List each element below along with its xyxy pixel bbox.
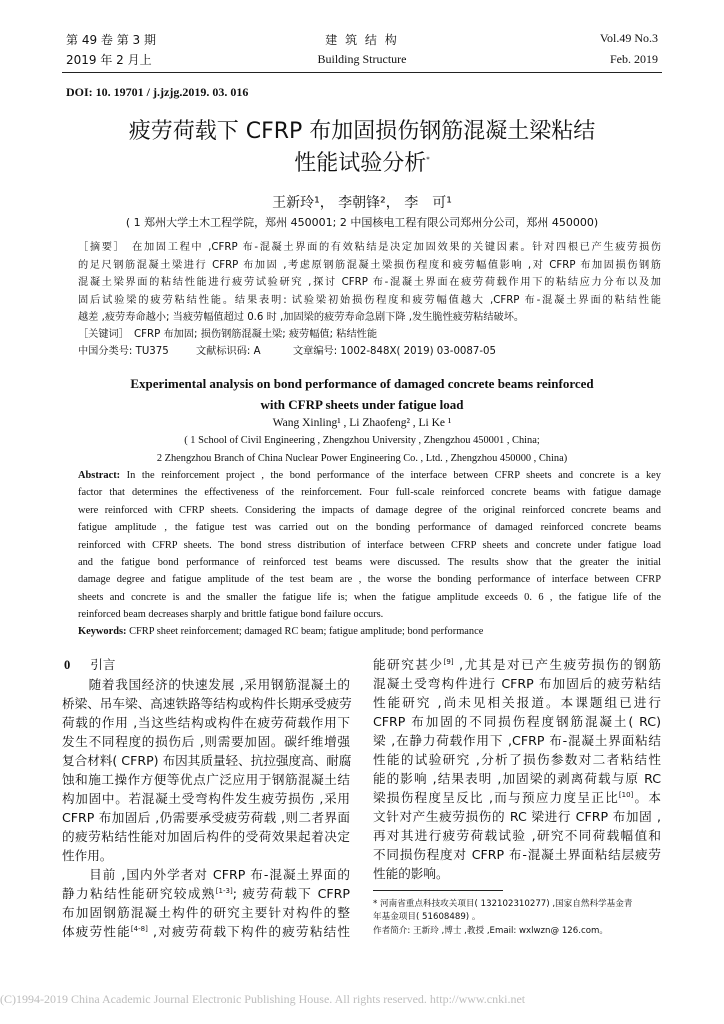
title-en-line-1: Experimental analysis on bond performance of damaged concrete beams reinforced bbox=[130, 376, 594, 391]
abstract-cn-line: 越差 ,疲劳寿命越小; 当疲劳幅值超过 0.6 时 ,加固梁的疲劳寿命急剧下降 ,发生脆性疲劳粘结破坏。 bbox=[78, 312, 525, 323]
keywords-en-text: CFRP sheet reinforcement; damaged RC beam; fatigue amplitude; bond performance bbox=[126, 626, 484, 637]
volume-issue: 第 49 卷 第 3 期 bbox=[66, 33, 156, 47]
paragraph-line: 性作用。 bbox=[62, 848, 113, 863]
paragraph-line: 构加固中。若混凝土受弯构件发生疲劳损伤 ,采用 bbox=[62, 791, 350, 806]
paragraph-line: 再对其进行疲劳荷载试验 ,研究不同荷载幅值和 bbox=[373, 828, 661, 843]
title-line-1: 疲劳荷载下 CFRP 布加固损伤钢筋混凝土梁粘结 bbox=[128, 119, 596, 144]
paragraph-line: 随着我国经济的快速发展 ,采用钢筋混凝土的 bbox=[62, 677, 350, 692]
article-number: 文章编号: 1002-848X( 2019) 03-0087-05 bbox=[293, 346, 497, 357]
issue-date: 2019 年 2 月上 bbox=[66, 53, 152, 67]
header-rule bbox=[62, 72, 662, 73]
affiliation-en-1: ( 1 School of Civil Engineering , Zhengzhou University , Zhengzhou 450001 , China; bbox=[184, 435, 540, 446]
paragraph-line: 体疲劳性能[4-8] ,对疲劳荷载下构件的疲劳粘结性 bbox=[62, 924, 350, 939]
abstract-en-line bbox=[78, 470, 661, 481]
volume-en: Vol.49 No.3 bbox=[599, 31, 658, 45]
abstract-en-text: In the reinforcement project , the bond performance of the interface between CFRP sheets and concrete is a key bbox=[120, 470, 661, 481]
footnote-funding-cont: 年基金项目( 51608489) 。 bbox=[373, 912, 481, 922]
paragraph-line: CFRP 布加固后 ,仍需要承受疲劳荷载 ,则二者界面 bbox=[62, 810, 350, 825]
paragraph-line: CFRP 布加固的不同损伤程度钢筋混凝土( RC) bbox=[373, 714, 661, 729]
footnote-author: 作者简介: 王新玲 ,博士 ,教授 ,Email: wxlwzn@ 126.com。 bbox=[373, 926, 608, 936]
section-number: 0 bbox=[64, 658, 71, 672]
affiliation-cn: ( 1 郑州大学土木工程学院，郑州 450001; 2 中国核电工程有限公司郑州分公司，郑州 450000) bbox=[125, 216, 599, 229]
paragraph-line: 性能研究 ,尚未见相关报道。本课题组已进行 bbox=[373, 695, 661, 710]
title-en-line-2: with CFRP sheets under fatigue load bbox=[260, 397, 464, 412]
paragraph-line: 梁 ,在静力荷载作用下 ,CFRP 布-混凝土界面粘结 bbox=[373, 733, 661, 748]
abstract-en-line: were reinforced with CFRP sheets. Considering the impacts of damage degree of the original reinforced concrete beams and bbox=[78, 505, 661, 516]
abstract-en-line: damage degree and fatigue amplitude of the test beam are , the worse the bonding performance of interface between CFRP bbox=[78, 574, 661, 585]
section-heading bbox=[64, 654, 115, 673]
abstract-cn-line: 混凝土梁界面的粘结性能进行疲劳试验研究 ,探讨 CFRP 布-混凝土界面在疲劳荷载作用下的粘结应力分布以及加 bbox=[78, 277, 661, 288]
authors-en: Wang Xinling¹ , Li Zhaofeng² , Li Ke ¹ bbox=[272, 417, 452, 429]
abstract-en-line: factor that determines the effectiveness of the reinforcement. Four full-scale reinforced concrete beams with fatigue damage bbox=[78, 487, 661, 498]
paragraph-line: 性能的试验研究 ,分析了损伤参数对二者粘结性 bbox=[373, 752, 661, 767]
document-code: 文献标识码: A bbox=[196, 346, 261, 357]
paragraph-line: 荷载的作用 ,当这些结构或构件在疲劳荷载作用下 bbox=[62, 715, 350, 730]
paragraph-line: 文针对产生疲劳损伤的 RC 梁进行 CFRP 布加固 , bbox=[373, 809, 661, 824]
paragraph-line: 梁损伤程度呈反比 ,而与预应力度呈正比[10]。本 bbox=[373, 790, 661, 805]
clc-number: 中国分类号: TU375 bbox=[78, 346, 169, 357]
abstract-en-line: reinforced beam decreases sharply and brittle fatigue bond failure occurs. bbox=[78, 609, 384, 620]
keywords-cn: ［关键词］ CFRP 布加固; 损伤钢筋混凝土梁; 疲劳幅值; 粘结性能 bbox=[78, 329, 378, 340]
paragraph-line: 静力粘结性能研究较成熟[1-3]; 疲劳荷载下 CFRP bbox=[62, 886, 350, 901]
paragraph-line: 发生不同程度的损伤后 ,则需要加固。碳纤维增强 bbox=[62, 734, 350, 749]
title-text: 性能试验分析 bbox=[294, 151, 427, 176]
abstract-cn-line: 的足尺钢筋混凝土梁进行 CFRP 布加固 ,考虑原钢筋混凝土梁损伤程度和疲劳幅值影响 ,对 CFRP 布加固损伤钢筋 bbox=[78, 260, 661, 271]
paragraph-line: 布加固钢筋混凝土构件的研究主要针对构件的整 bbox=[62, 905, 350, 920]
abstract-en-line: and the fatigue bond performance of reinforced test beams were discussed. The results show that the greater the initial bbox=[78, 557, 661, 568]
paragraph-line: 的疲劳粘结性能对加固后构件的受荷效果起着决定 bbox=[62, 829, 350, 844]
paragraph-line: 复合材料( CFRP) 布因其质量轻、抗拉强度高、耐腐 bbox=[62, 753, 352, 768]
keywords-label: Keywords: bbox=[78, 626, 127, 637]
citation[interactable]: [10] bbox=[618, 790, 634, 799]
abstract-en-line: reinforced with CFRP sheets. The bond stress distribution of interface between CFRP sheets and concrete under fatigue load bbox=[78, 540, 661, 551]
citation[interactable]: [4-8] bbox=[130, 924, 148, 933]
abstract-label: Abstract: bbox=[78, 470, 121, 481]
keywords-en bbox=[78, 626, 483, 637]
affiliation-en-2: 2 Zhengzhou Branch of China Nuclear Power Engineering Co. , Ltd. , Zhengzhou 450000 , China) bbox=[156, 453, 568, 464]
abstract-en-line: fatigue amplitude , the fatigue test was carried out on the bonding performance of damaged reinforced concrete beams bbox=[78, 522, 661, 533]
authors-cn: 王新玲¹， 李朝锋²， 李 可¹ bbox=[272, 195, 452, 211]
citation[interactable]: [9] bbox=[443, 657, 454, 666]
paragraph-line: 混凝土受弯构件进行 CFRP 布加固后的疲劳粘结 bbox=[373, 676, 661, 691]
footnote-funding: * 河南省重点科技攻关项目( 132102310277) ,国家自然科学基金青 bbox=[373, 899, 633, 909]
doi[interactable]: DOI: 10. 19701 / j.jzjg.2019. 03. 016 bbox=[66, 85, 249, 99]
watermark: (C)1994-2019 China Academic Journal Electronic Publishing House. All rights reserved. http://www.cnki.net bbox=[0, 992, 526, 1006]
abstract-cn-line: ［摘要］ 在加固工程中 ,CFRP 布-混凝土界面的有效粘结是决定加固效果的关键因素。针对四根已产生疲劳损伤 bbox=[78, 242, 661, 253]
title-line-2 bbox=[0, 146, 724, 177]
title-footnote-mark: * bbox=[426, 155, 430, 164]
paragraph-line: 蚀和施工操作方便等优点广泛应用于钢筋混凝土结 bbox=[62, 772, 350, 787]
abstract-cn-line: 固后试验梁的疲劳粘结性能。结果表明: 试验梁初始损伤程度和疲劳幅值越大 ,CFRP 布-混凝土界面的粘结性能 bbox=[78, 295, 661, 306]
abstract-en-line: sheets and concrete is and the smaller the fatigue life is; when the fatigue amplitude exceeds 0. 6 , the fatigue life of the bbox=[78, 592, 661, 603]
footnote-rule bbox=[373, 890, 503, 891]
citation[interactable]: [1-3] bbox=[215, 886, 233, 895]
journal-name-cn: 建 筑 结 构 bbox=[325, 33, 399, 47]
paragraph-line: 桥梁、吊车梁、高速铁路等结构或构件长期承受疲劳 bbox=[62, 696, 352, 711]
date-en: Feb. 2019 bbox=[610, 52, 658, 66]
paragraph-line: 不同损伤程度对 CFRP 布-混凝土界面粘结层疲劳 bbox=[373, 847, 661, 862]
journal-name-en: Building Structure bbox=[317, 52, 407, 66]
paragraph-line: 目前 ,国内外学者对 CFRP 布-混凝土界面的 bbox=[62, 867, 350, 882]
paragraph-line: 能的影响 ,结果表明 ,加固梁的剥离荷载与原 RC bbox=[373, 771, 661, 786]
section-title: 引言 bbox=[90, 657, 116, 672]
paragraph-line: 性能的影响。 bbox=[373, 866, 449, 881]
paragraph-line: 能研究甚少[9] ,尤其是对已产生疲劳损伤的钢筋 bbox=[373, 657, 661, 672]
